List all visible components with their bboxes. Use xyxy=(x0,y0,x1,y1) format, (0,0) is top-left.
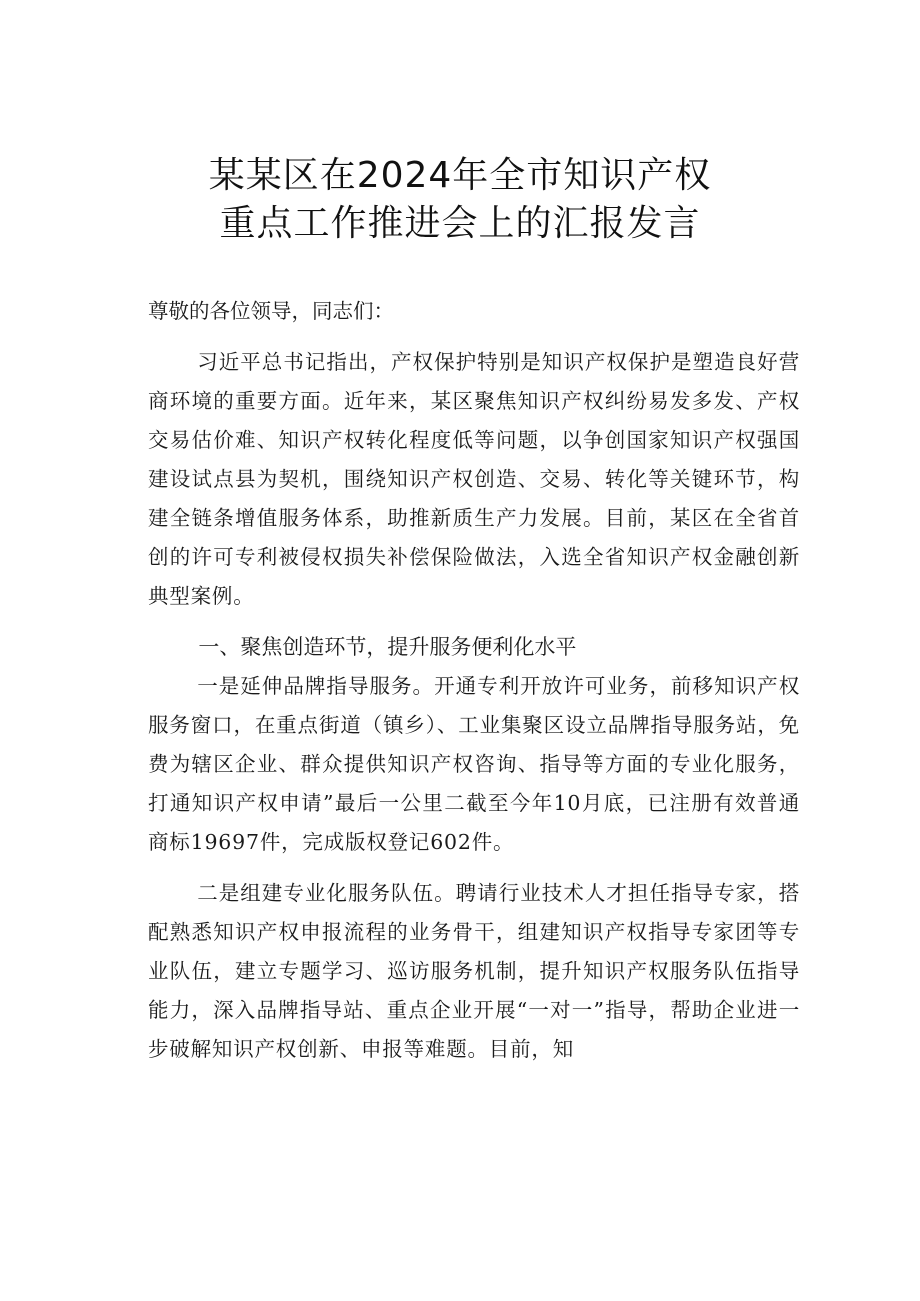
document-body xyxy=(148,292,800,1069)
title-line-1: 某某区在2024年全市知识产权 xyxy=(208,155,712,196)
paragraph-service-team: 二是组建专业化服务队伍。聘请行业技术人才担任指导专家，搭配熟悉知识产权申报流程的业务骨干，组建知识产权指导专家团等专业队伍，建立专题学习、巡访服务机制，提升知识产权服务队伍指导能力，深入品牌指导站、重点企业开展“一对一”指导，帮助企业进一步破解知识产权创新、申报等难题。目前，知 xyxy=(148,881,800,1061)
paragraph-intro: 习近平总书记指出，产权保护特别是知识产权保护是塑造良好营商环境的重要方面。近年来，某区聚焦知识产权纠纷易发多发、产权交易估价难、知识产权转化程度低等问题，以争创国家知识产权强国建设试点县为契机，围绕知识产权创造、交易、转化等关键环节，构建全链条增值服务体系，助推新质生产力发展。目前，某区在全省首创的许可专利被侵权损失补偿保险做法，入选全省知识产权金融创新典型案例。 xyxy=(148,350,800,608)
salutation: 尊敬的各位领导，同志们： xyxy=(148,299,394,323)
section-heading-1: 一、聚焦创造环节，提升服务便利化水平 xyxy=(198,635,577,659)
document-title xyxy=(0,152,920,248)
paragraph-brand-guidance: 一是延伸品牌指导服务。开通专利开放许可业务，前移知识产权服务窗口，在重点街道（镇乡）、工业集聚区设立品牌指导服务站，免费为辖区企业、群众提供知识产权咨询、指导等方面的专业化服务，打通知识产权申请”最后一公里二截至今年10月底，已注册有效普通商标19697件，完成版权登记602件。 xyxy=(148,674,800,854)
title-line-2: 重点工作推进会上的汇报发言 xyxy=(219,203,701,244)
